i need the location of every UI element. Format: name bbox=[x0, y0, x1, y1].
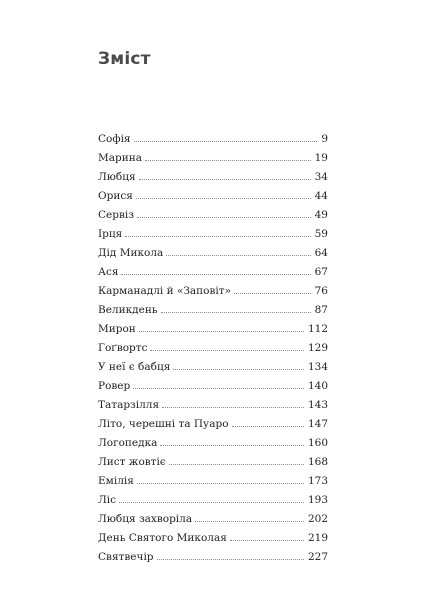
toc-entry-title: Лист жовтіє bbox=[98, 456, 166, 468]
toc-entry-title: Великдень bbox=[98, 304, 158, 316]
toc-entry[interactable] bbox=[98, 529, 328, 548]
toc-page-number: 87 bbox=[314, 304, 328, 316]
toc-entry[interactable] bbox=[98, 491, 328, 510]
dot-leader bbox=[160, 445, 304, 446]
toc-entry[interactable] bbox=[98, 301, 328, 320]
toc-page-number: 59 bbox=[314, 228, 328, 240]
page-title: Зміст bbox=[98, 49, 151, 69]
toc-entry-title: Сервіз bbox=[98, 209, 134, 221]
dot-leader bbox=[137, 483, 304, 484]
toc-page-number: 49 bbox=[314, 209, 328, 221]
toc-page-number: 160 bbox=[307, 437, 328, 449]
toc-entry[interactable] bbox=[98, 168, 328, 187]
dot-leader bbox=[136, 198, 311, 199]
dot-leader bbox=[234, 293, 311, 294]
dot-leader bbox=[145, 160, 311, 161]
dot-leader bbox=[230, 540, 304, 541]
dot-leader bbox=[139, 179, 311, 180]
toc-entry-title: Карманадлі й «Заповіт» bbox=[98, 285, 232, 297]
toc-entry[interactable] bbox=[98, 206, 328, 225]
table-of-contents bbox=[98, 130, 328, 567]
toc-entry[interactable] bbox=[98, 282, 328, 301]
toc-entry[interactable] bbox=[98, 263, 328, 282]
toc-page-number: 143 bbox=[307, 399, 328, 411]
toc-entry-title: Марина bbox=[98, 152, 142, 164]
toc-entry-title: У неї є бабця bbox=[98, 361, 171, 373]
toc-entry-title: Святвечір bbox=[98, 551, 154, 563]
toc-entry-title: Дід Микола bbox=[98, 247, 164, 259]
dot-leader bbox=[169, 464, 304, 465]
toc-page-number: 227 bbox=[307, 551, 328, 563]
toc-page-number: 168 bbox=[307, 456, 328, 468]
toc-page-number: 44 bbox=[314, 190, 328, 202]
toc-page-number: 219 bbox=[307, 532, 328, 544]
toc-page-number: 19 bbox=[314, 152, 328, 164]
dot-leader bbox=[232, 426, 304, 427]
toc-page-number: 129 bbox=[307, 342, 328, 354]
toc-page-number: 9 bbox=[321, 133, 328, 145]
toc-entry[interactable] bbox=[98, 187, 328, 206]
toc-entry-title: Мирон bbox=[98, 323, 136, 335]
toc-entry-title: Орися bbox=[98, 190, 133, 202]
dot-leader bbox=[119, 502, 304, 503]
toc-entry-title: Любця захворіла bbox=[98, 513, 193, 525]
toc-entry[interactable] bbox=[98, 510, 328, 529]
dot-leader bbox=[161, 312, 311, 313]
toc-entry[interactable] bbox=[98, 415, 328, 434]
toc-entry[interactable] bbox=[98, 548, 328, 567]
toc-entry-title: Ровер bbox=[98, 380, 131, 392]
toc-entry-title: Емілія bbox=[98, 475, 134, 487]
toc-entry[interactable] bbox=[98, 358, 328, 377]
dot-leader bbox=[157, 559, 304, 560]
toc-page-number: 64 bbox=[314, 247, 328, 259]
toc-page-number: 67 bbox=[314, 266, 328, 278]
toc-entry[interactable] bbox=[98, 396, 328, 415]
toc-page-number: 76 bbox=[314, 285, 328, 297]
dot-leader bbox=[173, 369, 304, 370]
dot-leader bbox=[125, 236, 310, 237]
dot-leader bbox=[133, 388, 304, 389]
dot-leader bbox=[137, 217, 311, 218]
toc-entry[interactable] bbox=[98, 472, 328, 491]
dot-leader bbox=[121, 274, 310, 275]
toc-entry-title: Софія bbox=[98, 133, 131, 145]
toc-entry[interactable] bbox=[98, 244, 328, 263]
dot-leader bbox=[162, 407, 304, 408]
dot-leader bbox=[166, 255, 310, 256]
dot-leader bbox=[139, 331, 304, 332]
toc-entry[interactable] bbox=[98, 130, 328, 149]
toc-entry[interactable] bbox=[98, 320, 328, 339]
toc-entry[interactable] bbox=[98, 377, 328, 396]
toc-entry[interactable] bbox=[98, 453, 328, 472]
toc-page-number: 173 bbox=[307, 475, 328, 487]
toc-entry-title: Любця bbox=[98, 171, 136, 183]
toc-page-number: 134 bbox=[307, 361, 328, 373]
toc-entry[interactable] bbox=[98, 149, 328, 168]
toc-page-number: 193 bbox=[307, 494, 328, 506]
toc-page-number: 202 bbox=[307, 513, 328, 525]
toc-page-number: 34 bbox=[314, 171, 328, 183]
toc-page-number: 147 bbox=[307, 418, 328, 430]
dot-leader bbox=[195, 521, 304, 522]
toc-entry-title: Ліс bbox=[98, 494, 117, 506]
toc-page-number: 140 bbox=[307, 380, 328, 392]
toc-entry[interactable] bbox=[98, 339, 328, 358]
toc-entry-title: Логопедка bbox=[98, 437, 158, 449]
toc-entry[interactable] bbox=[98, 434, 328, 453]
toc-entry-title: Літо, черешні та Пуаро bbox=[98, 418, 229, 430]
toc-entry[interactable] bbox=[98, 225, 328, 244]
toc-entry-title: Ірця bbox=[98, 228, 123, 240]
toc-entry-title: День Святого Миколая bbox=[98, 532, 227, 544]
toc-entry-title: Гоґвортс bbox=[98, 342, 148, 354]
toc-entry-title: Татарзілля bbox=[98, 399, 160, 411]
dot-leader bbox=[150, 350, 303, 351]
toc-page-number: 112 bbox=[307, 323, 328, 335]
toc-entry-title: Ася bbox=[98, 266, 119, 278]
dot-leader bbox=[134, 141, 318, 142]
